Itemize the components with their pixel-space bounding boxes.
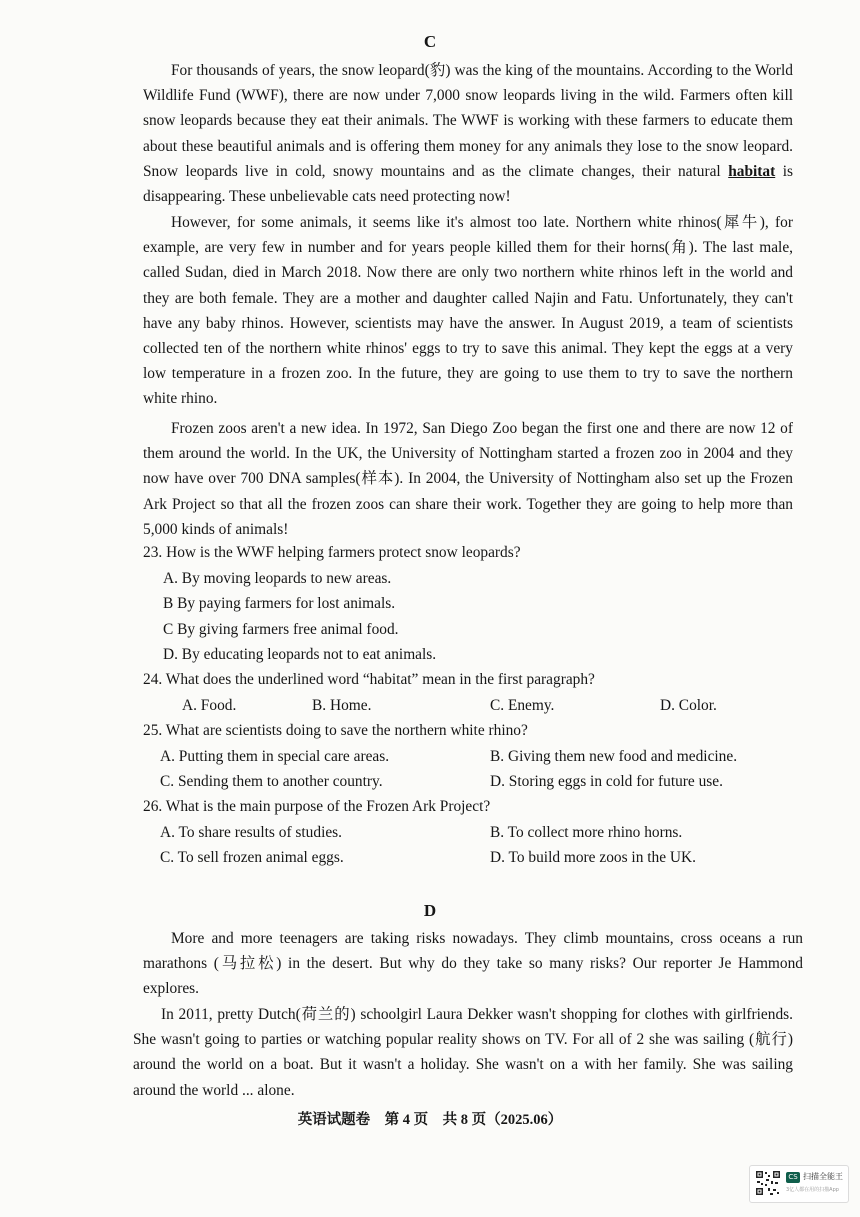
question-25-option-a: A. Putting them in special care areas. <box>160 748 390 765</box>
scanner-title: 扫描全能王 <box>803 1172 843 1181</box>
question-23-option-c: C By giving farmers free animal food. <box>163 621 399 638</box>
section-c-paragraph-2: However, for some animals, it seems like it's almost too late. Northern white rhinos(犀牛), for example, are very few in number and for years people killed them for their horns(角). The last male, called Sudan, died in March 2018. Now there are only two northern white rhinos left in the world and they are both female. They are a mother and daughter called Najin and Fatu. Unfortunately, they can't have any baby rhinos. However, scientists may have the answer. In August 2019, a team of scientists collected ten of the northern white rhinos' eggs to try to save this animal. They kept the eggs at a very low temperature in a frozen zoo. In the future, they are going to use them to try to save the northern white rhino. <box>143 214 793 408</box>
question-26-option-b: B. To collect more rhino horns. <box>490 824 683 841</box>
camscanner-badge-icon: CS <box>786 1172 800 1183</box>
section-d-paragraph-1: More and more teenagers are taking risks nowadays. They climb mountains, cross oceans a run marathons (马拉松) in the desert. But why do they take so many risks? Our reporter Je Hammond explores. <box>143 930 803 998</box>
question-23-option-b: B By paying farmers for lost animals. <box>163 595 396 612</box>
question-26-option-c: C. To sell frozen animal eggs. <box>160 849 344 866</box>
question-23-stem: 23. How is the WWF helping farmers protect snow leopards? <box>143 544 521 561</box>
page-footer: 英语试题卷 第 4 页 共 8 页（2025.06） <box>297 1112 563 1128</box>
question-25-option-d: D. Storing eggs in cold for future use. <box>490 773 723 790</box>
underlined-word-habitat: habitat <box>728 162 776 180</box>
question-26-option-d: D. To build more zoos in the UK. <box>490 849 696 866</box>
question-26-stem: 26. What is the main purpose of the Frozen Ark Project? <box>143 798 491 815</box>
section-c-paragraph-3: Frozen zoos aren't a new idea. In 1972, San Diego Zoo began the first one and there are now 12 of them around the world. In the UK, the University of Nottingham started a frozen zoo in 2004 and they now have over 700 DNA samples(样本). In 2004, the University of Nottingham also set up the Frozen Ark Project so that all the frozen zoos can share their work. Together they are going to help more than 5,000 kinds of animals! <box>143 420 793 538</box>
section-d-heading: D <box>423 901 437 920</box>
question-25-stem: 25. What are scientists doing to save the northern white rhino? <box>143 722 528 739</box>
question-24-option-d: D. Color. <box>660 697 717 714</box>
paragraph-1-text-before: For thousands of years, the snow leopard(豹) was the king of the mountains. According to the World Wildlife Fund (WWF), there are now under 7,000 snow leopards living in the wild. Farmers often kill snow leopards because they eat their animals. The WWF is working with these farmers to educate them about these beautiful animals and is offering them money for any animals they lose to the snow leopard. Snow leopards live in cold, snowy mountains and as the climate changes, their natural <box>143 62 793 180</box>
question-24-option-c: C. Enemy. <box>490 697 555 714</box>
section-c-paragraph-1 <box>143 58 793 209</box>
scanner-subtitle: 3亿人都在用的扫描App <box>786 1187 839 1193</box>
question-24-stem: 24. What does the underlined word “habitat” mean in the first paragraph? <box>143 671 595 688</box>
question-24-option-b: B. Home. <box>312 697 372 714</box>
scanner-watermark <box>749 1165 849 1203</box>
question-23-option-a: A. By moving leopards to new areas. <box>163 570 392 587</box>
question-24-option-a: A. Food. <box>182 697 237 714</box>
qr-code-icon <box>755 1170 781 1196</box>
question-25-option-b: B. Giving them new food and medicine. <box>490 748 738 765</box>
question-23-option-d: D. By educating leopards not to eat animals. <box>163 646 437 663</box>
paragraph-1-text-after: is disappearing. These unbelievable cats need protecting now! <box>143 162 793 206</box>
question-25-option-c: C. Sending them to another country. <box>160 773 383 790</box>
section-d-paragraph-2: In 2011, pretty Dutch(荷兰的) schoolgirl Laura Dekker wasn't shopping for clothes with girlfriends. She wasn't going to parties or watching popular reality shows on TV. For all of 2 she was sailing (航行) around the world on a boat. But it wasn't a holiday. She wasn't on a with her family. She was sailing around the world ... alone. <box>133 1006 793 1099</box>
question-26-option-a: A. To share results of studies. <box>160 824 343 841</box>
section-c-heading: C <box>423 32 437 51</box>
